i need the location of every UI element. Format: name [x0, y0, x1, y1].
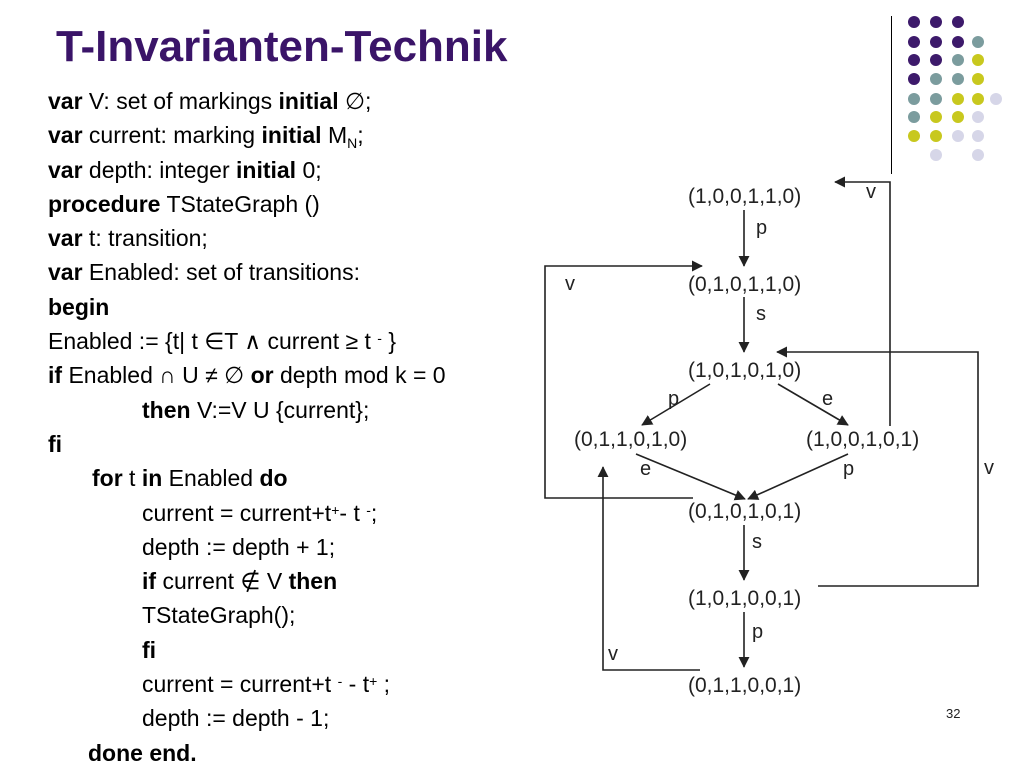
code-text: TStateGraph(); — [142, 602, 296, 629]
keyword: do — [259, 465, 288, 492]
keyword: in — [141, 465, 163, 492]
superscript: - — [377, 330, 382, 347]
graph-node-6: (0,1,0,1,0,1) — [688, 500, 802, 523]
keyword: procedure — [48, 190, 161, 217]
edge-n5-n1-back — [835, 182, 890, 426]
edge-n3-n5 — [778, 384, 848, 425]
edge-label-v: v — [565, 273, 575, 295]
graph-node-1: (1,0,0,1,1,0) — [688, 185, 802, 208]
edge-label-e: e — [640, 458, 652, 480]
code-text: t: transition; — [82, 225, 208, 252]
keyword: or — [250, 362, 274, 389]
graph-node-3: (1,0,1,0,1,0) — [688, 359, 802, 382]
keyword: begin — [48, 293, 110, 320]
edge-label-p: p — [668, 388, 680, 410]
keyword: initial — [278, 88, 339, 114]
graph-node-2: (0,1,0,1,1,0) — [688, 273, 802, 296]
code-text: current: marking — [82, 122, 262, 149]
keyword: if — [48, 362, 63, 389]
code-text: Enabled := {t| t ∈T ∧ current ≥ t — [48, 328, 378, 355]
keyword: then — [288, 568, 338, 595]
edge-label-p: p — [752, 621, 764, 643]
code-text: - t — [342, 671, 370, 698]
keyword: var — [48, 225, 83, 252]
code-text: V: set of markings — [82, 88, 279, 114]
edge-n6-n2-back — [545, 266, 702, 498]
code-text: Enabled ∩ U ≠ ∅ — [62, 362, 251, 389]
code-text: Enabled: set of transitions: — [82, 259, 360, 286]
code-text: current = current+t — [142, 671, 338, 698]
keyword: done end. — [88, 739, 197, 766]
edge-n4-n6 — [636, 454, 745, 499]
keyword: initial — [261, 122, 322, 149]
code-text: ; — [377, 671, 391, 698]
keyword: fi — [142, 636, 157, 663]
keyword: var — [48, 156, 83, 183]
code-text: Enabled — [162, 465, 260, 492]
code-text: depth := depth + 1; — [142, 533, 336, 560]
edge-label-p: p — [843, 458, 855, 480]
keyword: fi — [48, 430, 63, 457]
edge-label-s: s — [752, 531, 762, 553]
code-text: depth: integer — [82, 156, 236, 183]
code-text: current ∉ V — [156, 568, 289, 595]
code-text: M — [321, 122, 348, 149]
superscript: + — [369, 673, 378, 690]
edge-label-p: p — [756, 217, 768, 239]
subscript: N — [347, 135, 358, 152]
code-text: } — [381, 328, 397, 355]
code-text: t — [122, 465, 142, 492]
code-text: ; — [370, 499, 378, 526]
edge-label-v: v — [608, 643, 618, 665]
code-text: current = current+t — [142, 499, 332, 526]
graph-node-7: (1,0,1,0,0,1) — [688, 587, 802, 610]
keyword: if — [142, 568, 157, 595]
superscript: - — [366, 501, 371, 518]
code-text: depth := depth - 1; — [142, 705, 330, 732]
code-text: TStateGraph () — [160, 190, 320, 217]
superscript: - — [337, 673, 343, 690]
edge-label-v: v — [866, 181, 876, 203]
code-text: 0; — [296, 156, 322, 183]
keyword: initial — [236, 156, 297, 183]
edge-label-e: e — [822, 388, 834, 410]
graph-node-8: (0,1,1,0,0,1) — [688, 674, 802, 697]
edge-label-s: s — [756, 303, 766, 325]
code-text: V:=V U {current}; — [190, 396, 370, 423]
keyword: then — [142, 396, 191, 423]
code-text: depth mod k = 0 — [273, 362, 446, 389]
slide-title: T-Invarianten-Technik — [56, 22, 508, 71]
graph-node-5: (1,0,0,1,0,1) — [806, 428, 920, 451]
keyword: var — [48, 88, 83, 114]
edge-n5-n6 — [748, 454, 848, 499]
code-text: - t — [339, 499, 367, 526]
code-text: ; — [357, 122, 364, 149]
keyword: var — [48, 122, 83, 149]
code-text: ∅; — [338, 88, 372, 114]
edge-n7-n3-back — [777, 352, 978, 586]
edge-label-v: v — [984, 457, 994, 479]
page-number: 32 — [946, 706, 961, 721]
graph-node-4: (0,1,1,0,1,0) — [574, 428, 688, 451]
keyword: var — [48, 259, 83, 286]
keyword: for — [92, 465, 123, 492]
superscript: + — [331, 501, 340, 518]
